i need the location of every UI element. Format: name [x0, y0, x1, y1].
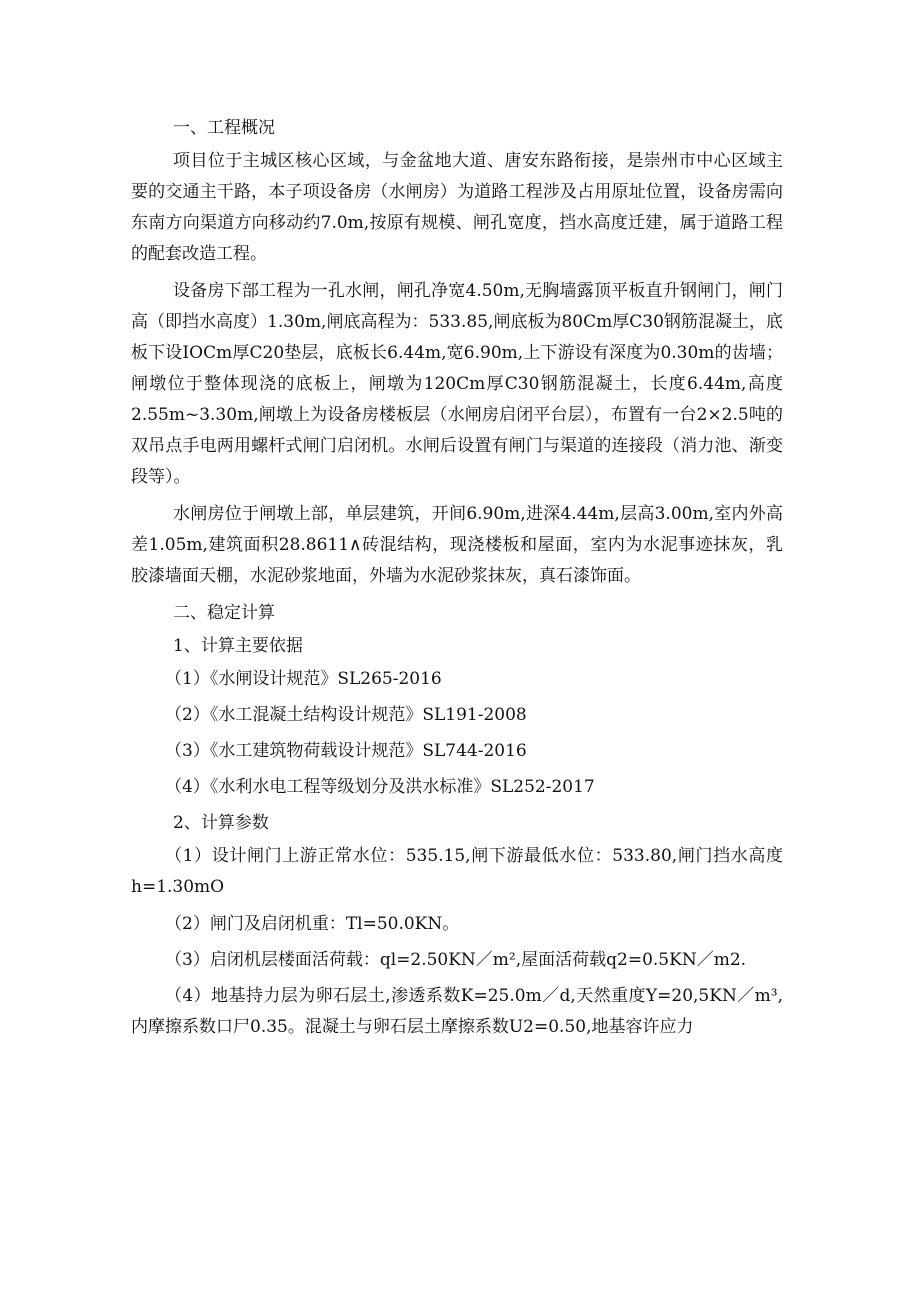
- paragraph-project-location: 项目位于主城区核心区域，与金盆地大道、唐安东路衔接，是崇州市中心区域主要的交通主干路，本子项设备房（水闸房）为道路工程涉及占用原址位置，设备房需向东南方向渠道方向移动约7.0m,按原有规模、闸孔宽度，挡水高度迁建，属于道路工程的配套改造工程。: [131, 151, 783, 264]
- paragraph-sluice-structure: 设备房下部工程为一孔水闸，闸孔净宽4.50m,无胸墙露顶平板直升钢闸门，闸门高（即挡水高度）1.30m,闸底高程为：533.85,闸底板为80Cm厚C30钢筋混凝土，底板下设IOCm厚C20垫层，底板长6.44m,宽6.90m,上下游设有深度为0.30m的齿墙；闸墩位于整体现浇的底板上，闸墩为120Cm厚C30钢筋混凝土，长度6.44m,高度2.55m~3.30m,闸墩上为设备房楼板层（水闸房启闭平台层），布置有一台2×2.5吨的双吊点手电两用螺杆式闸门启闭机。水闸后设置有闸门与渠道的连接段（消力池、渐变段等）。: [131, 281, 783, 487]
- parameter-item: （3）启闭机层楼面活荷载：ql=2.50KN／m²,屋面活荷载q2=0.5KN／m2.: [165, 950, 747, 970]
- basis-item: （1）《水闸设计规范》SL265-2016: [165, 669, 442, 689]
- section-heading-overview: 一、工程概况: [173, 118, 275, 138]
- paragraph-sluice-house: 水闸房位于闸墩上部，单层建筑，开间6.90m,进深4.44m,层高3.00m,室内外高差1.05m,建筑面积28.8611∧砖混结构，现浇楼板和屋面，室内为水泥事迹抹灰，乳胶漆墙面天棚，水泥砂浆地面，外墙为水泥砂浆抹灰，真石漆饰面。: [131, 504, 783, 586]
- parameter-item: （2）闸门及启闭机重：Tl=50.0KN。: [165, 914, 460, 934]
- basis-item: （3）《水工建筑物荷载设计规范》SL744-2016: [165, 741, 527, 761]
- subsection-heading-parameters: 2、计算参数: [173, 813, 269, 833]
- parameter-item: （1）设计闸门上游正常水位：535.15,闸下游最低水位：533.80,闸门挡水高度h=1.30mO: [131, 846, 783, 897]
- basis-item: （2）《水工混凝土结构设计规范》SL191-2008: [165, 705, 527, 725]
- basis-item: （4）《水利水电工程等级划分及洪水标准》SL252-2017: [165, 777, 595, 797]
- parameter-item: （4）地基持力层为卵石层土,渗透系数K=25.0m／d,天然重度Y=20,5KN／m³,内摩擦系数口尸0.35。混凝土与卵石层土摩擦系数U2=0.50,地基容许应力: [131, 986, 783, 1037]
- section-heading-stability: 二、稳定计算: [173, 603, 275, 623]
- subsection-heading-basis: 1、计算主要依据: [173, 636, 303, 656]
